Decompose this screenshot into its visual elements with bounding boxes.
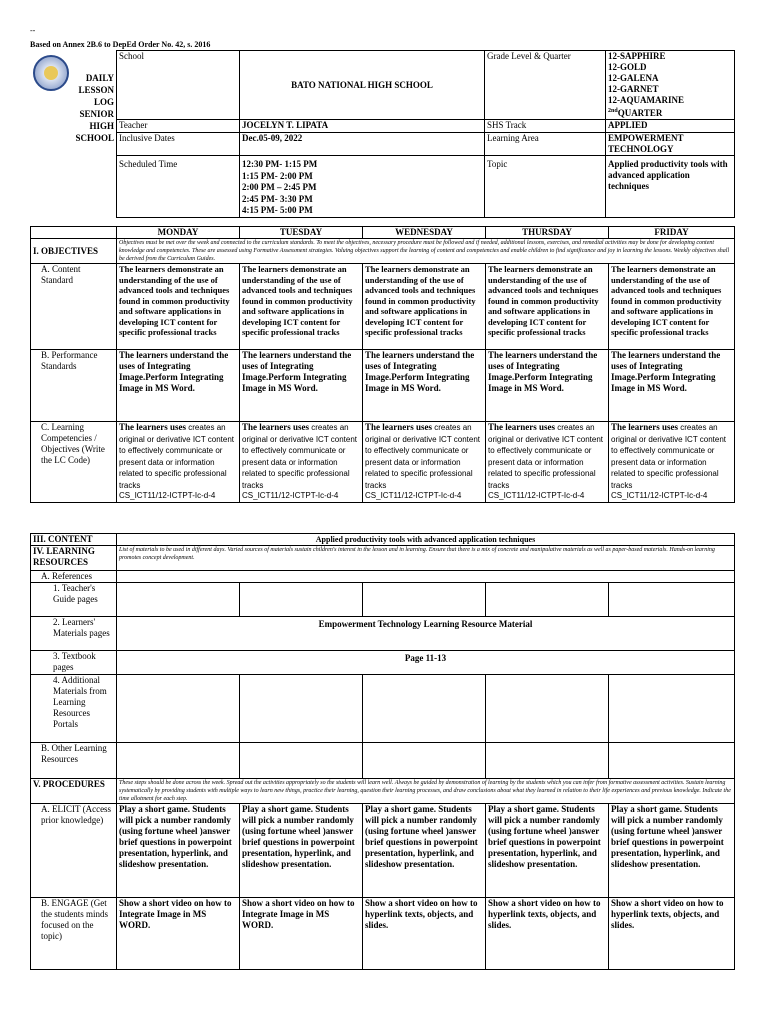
learners-materials-value: Empowerment Technology Learning Resource Material (117, 617, 735, 651)
time-slot: 2:00 PM – 2:45 PM (242, 182, 317, 192)
elicit-cell: Play a short game. Students will pick a number randomly (using fortune wheel )answer brief questions in powerpoint presentation, hyperlink, and slideshow presentation. (240, 804, 363, 898)
engage-label: B. ENGAGE (Get the students minds focused on the topic) (31, 898, 117, 970)
daily-lesson-log-title: DAILY LESSON LOG SENIOR HIGH SCHOOL (75, 73, 114, 143)
empty-cell (240, 743, 363, 779)
grade-item: 12-GARNET (608, 84, 659, 94)
competency-text: creates an original or derivative ICT content to effectively communicate or present data or information related to specific professional tracks (488, 423, 604, 490)
day-friday: FRIDAY (609, 227, 735, 239)
elicit-cell: Play a short game. Students will pick a number randomly (using fortune wheel )answer brief questions in powerpoint presentation, hyperlink, and slideshow presentation. (363, 804, 486, 898)
time-slot: 1:15 PM- 2:00 PM (242, 170, 313, 181)
objectives-table (30, 226, 735, 503)
competency-cell (240, 422, 363, 503)
header-table (116, 50, 735, 218)
elicit-cell: Play a short game. Students will pick a number randomly (using fortune wheel )answer brief questions in powerpoint presentation, hyperlink, and slideshow presentation. (117, 804, 240, 898)
competency-lead: The learners uses (119, 422, 186, 432)
references-blank (117, 571, 735, 583)
elicit-cell: Play a short game. Students will pick a number randomly (using fortune wheel )answer brief questions in powerpoint presentation, hyperlink, and slideshow presentation. (486, 804, 609, 898)
empty-cell (117, 675, 240, 743)
empty-cell (609, 675, 735, 743)
deped-seal-logo (33, 55, 69, 91)
content-value: Applied productivity tools with advanced application techniques (117, 534, 735, 546)
grade-item: 12-GALENA (608, 73, 659, 83)
days-blank (31, 227, 117, 239)
empty-cell (486, 675, 609, 743)
competency-text: creates an original or derivative ICT content to effectively communicate or present data or information related to specific professional tracks (119, 423, 235, 490)
procedures-label: V. PROCEDURES (31, 779, 117, 804)
content-standard-cell: The learners demonstrate an understanding of the use of advanced tools and techniques found in common productivity and software applications in developing ICT content for specific professional tracks (609, 264, 735, 350)
dates-label: Inclusive Dates (117, 133, 240, 156)
teachers-guide-label: 1. Teacher's Guide pages (31, 583, 117, 617)
competencies-label: C. Learning Competencies / Objectives (Write the LC Code) (31, 422, 117, 503)
track-value: APPLIED (606, 120, 735, 133)
competency-cell (363, 422, 486, 503)
references-label: A. References (31, 571, 117, 583)
teacher-label: Teacher (117, 120, 240, 133)
day-thursday: THURSDAY (486, 227, 609, 239)
empty-cell (363, 743, 486, 779)
day-tuesday: TUESDAY (240, 227, 363, 239)
topic-value: Applied productivity tools with advanced application techniques (606, 156, 735, 218)
engage-cell: Show a short video on how to hyperlink texts, objects, and slides. (363, 898, 486, 970)
quarter (608, 106, 732, 119)
empty-cell (240, 583, 363, 617)
empty-cell (486, 583, 609, 617)
quarter-sup: 2nd (608, 108, 618, 114)
empty-cell (609, 743, 735, 779)
day-wednesday: WEDNESDAY (363, 227, 486, 239)
objectives-note: Objectives must be met over the week and connected to the curriculum standards. To meet the objectives, necessary procedure must be followed and if needed, additional lessons, exercises, and remedial activities may be done for developing content knowledge and competencies. These are assessed using Formative Assessment strategies. Valuing objectives support the learning of content and competencies and enable children to find significance and joy in learning the lessons. Weekly objectives shall be derived from the Curriculum Guides. (117, 239, 735, 264)
content-standard-cell: The learners demonstrate an understanding of the use of advanced tools and techniques found in common productivity and software applications in developing ICT content for specific professional tracks (486, 264, 609, 350)
empty-cell (240, 675, 363, 743)
textbook-value: Page 11-13 (117, 651, 735, 675)
engage-cell: Show a short video on how to Integrate Image in MS WORD. (240, 898, 363, 970)
empty-cell (117, 583, 240, 617)
content-standard-label: A. Content Standard (31, 264, 117, 350)
school-label: School (117, 51, 240, 120)
competency-lead: The learners uses (365, 422, 432, 432)
dates-value: Dec.05-09, 2022 (240, 133, 485, 156)
grade-list (606, 51, 735, 120)
engage-cell: Show a short video on how to Integrate Image in MS WORD. (117, 898, 240, 970)
empty-cell (363, 583, 486, 617)
lc-code: CS_ICT11/12-ICTPT-Ic-d-4 (365, 491, 462, 500)
competency-cell (486, 422, 609, 503)
time-slot: 4:15 PM- 5:00 PM (242, 205, 313, 215)
time-label: Scheduled Time (117, 156, 240, 218)
performance-standard-label: B. Performance Standards (31, 350, 117, 422)
grade-item: 12-GOLD (608, 62, 647, 72)
top-dash: -- (30, 26, 36, 35)
content-standard-cell: The learners demonstrate an understanding of the use of advanced tools and techniques found in common productivity and software applications in developing ICT content for specific professional tracks (363, 264, 486, 350)
engage-cell: Show a short video on how to hyperlink texts, objects, and slides. (609, 898, 735, 970)
performance-standard-cell: The learners understand the uses of Integrating Image.Perform Integrating Image in MS Word. (240, 350, 363, 422)
day-monday: MONDAY (117, 227, 240, 239)
track-label: SHS Track (485, 120, 606, 133)
content-standard-cell: The learners demonstrate an understanding of the use of advanced tools and techniques found in common productivity and software applications in developing ICT content for specific professional tracks (240, 264, 363, 350)
topic-label: Topic (485, 156, 606, 218)
grade-label: Grade Level & Quarter (485, 51, 606, 120)
competency-lead: The learners uses (488, 422, 555, 432)
school-name: BATO NATIONAL HIGH SCHOOL (240, 51, 485, 120)
performance-standard-cell: The learners understand the uses of Integrating Image.Perform Integrating Image in MS Word. (609, 350, 735, 422)
additional-materials-label: 4. Additional Materials from Learning Resources Portals (31, 675, 117, 743)
area-label: Learning Area (485, 133, 606, 156)
time-slot: 2:45 PM- 3:30 PM (242, 193, 313, 204)
competency-lead: The learners uses (242, 422, 309, 432)
competency-cell (117, 422, 240, 503)
competency-cell (609, 422, 735, 503)
quarter-text: QUARTER (617, 108, 663, 118)
empty-cell (363, 675, 486, 743)
performance-standard-cell: The learners understand the uses of Integrating Image.Perform Integrating Image in MS Word. (117, 350, 240, 422)
elicit-cell: Play a short game. Students will pick a number randomly (using fortune wheel )answer brief questions in powerpoint presentation, hyperlink, and slideshow presentation. (609, 804, 735, 898)
competency-text: creates an original or derivative ICT content to effectively communicate or present data or information related to specific professional tracks (242, 423, 358, 490)
lesson-table (30, 533, 735, 970)
performance-standard-cell: The learners understand the uses of Integrating Image.Perform Integrating Image in MS Word. (363, 350, 486, 422)
content-label: III. CONTENT (31, 534, 117, 546)
learners-materials-label: 2. Learners' Materials pages (31, 617, 117, 651)
competency-lead: The learners uses (611, 422, 678, 432)
based-on-line: Based on Annex 2B.6 to DepEd Order No. 42, s. 2016 (30, 40, 211, 49)
lc-code: CS_ICT11/12-ICTPT-Ic-d-4 (119, 491, 216, 500)
objectives-label: I. OBJECTIVES (31, 239, 117, 264)
performance-standard-cell: The learners understand the uses of Integrating Image.Perform Integrating Image in MS Word. (486, 350, 609, 422)
lc-code: CS_ICT11/12-ICTPT-Ic-d-4 (242, 491, 339, 500)
resources-note: List of materials to be used in different days. Varied sources of materials sustain children's interest in the lesson and in learning. Ensure that there is a mix of concrete and manipulative materials as well as paper-based materials. Hands-on learning promotes concept development. (117, 546, 735, 571)
grade-item: 12-AQUAMARINE (608, 95, 684, 105)
time-slot: 12:30 PM- 1:15 PM (242, 159, 318, 169)
engage-cell: Show a short video on how to hyperlink texts, objects, and slides. (486, 898, 609, 970)
competency-text: creates an original or derivative ICT content to effectively communicate or present data or information related to specific professional tracks (611, 423, 727, 490)
competency-text: creates an original or derivative ICT content to effectively communicate or present data or information related to specific professional tracks (365, 423, 481, 490)
schedule-times (240, 156, 485, 218)
lc-code: CS_ICT11/12-ICTPT-Ic-d-4 (611, 491, 708, 500)
lc-code: CS_ICT11/12-ICTPT-Ic-d-4 (488, 491, 585, 500)
teacher-name: JOCELYN T. LIPATA (240, 120, 485, 133)
other-resources-label: B. Other Learning Resources (31, 743, 117, 779)
empty-cell (486, 743, 609, 779)
resources-label: IV. LEARNING RESOURCES (31, 546, 117, 571)
elicit-label: A. ELICIT (Access prior knowledge) (31, 804, 117, 898)
content-standard-cell: The learners demonstrate an understanding of the use of advanced tools and techniques found in common productivity and software applications in developing ICT content for specific professional tracks (117, 264, 240, 350)
empty-cell (117, 743, 240, 779)
textbook-label: 3. Textbook pages (31, 651, 117, 675)
empty-cell (609, 583, 735, 617)
grade-item: 12-SAPPHIRE (608, 51, 666, 61)
area-value: EMPOWERMENT TECHNOLOGY (606, 133, 735, 156)
procedures-note: These steps should be done across the week. Spread out the activities appropriately so the students will learn well. Always be guided by demonstration of learning by the students which you can infer from formative assessment activities. Sustain learning systematically by providing students with multiple ways to learn new things, practice their learning, question their learning processes, and draw conclusions about what they learned in relation to their life experiences and previous knowledge. Indicate the time allotment for each step. (117, 779, 735, 804)
